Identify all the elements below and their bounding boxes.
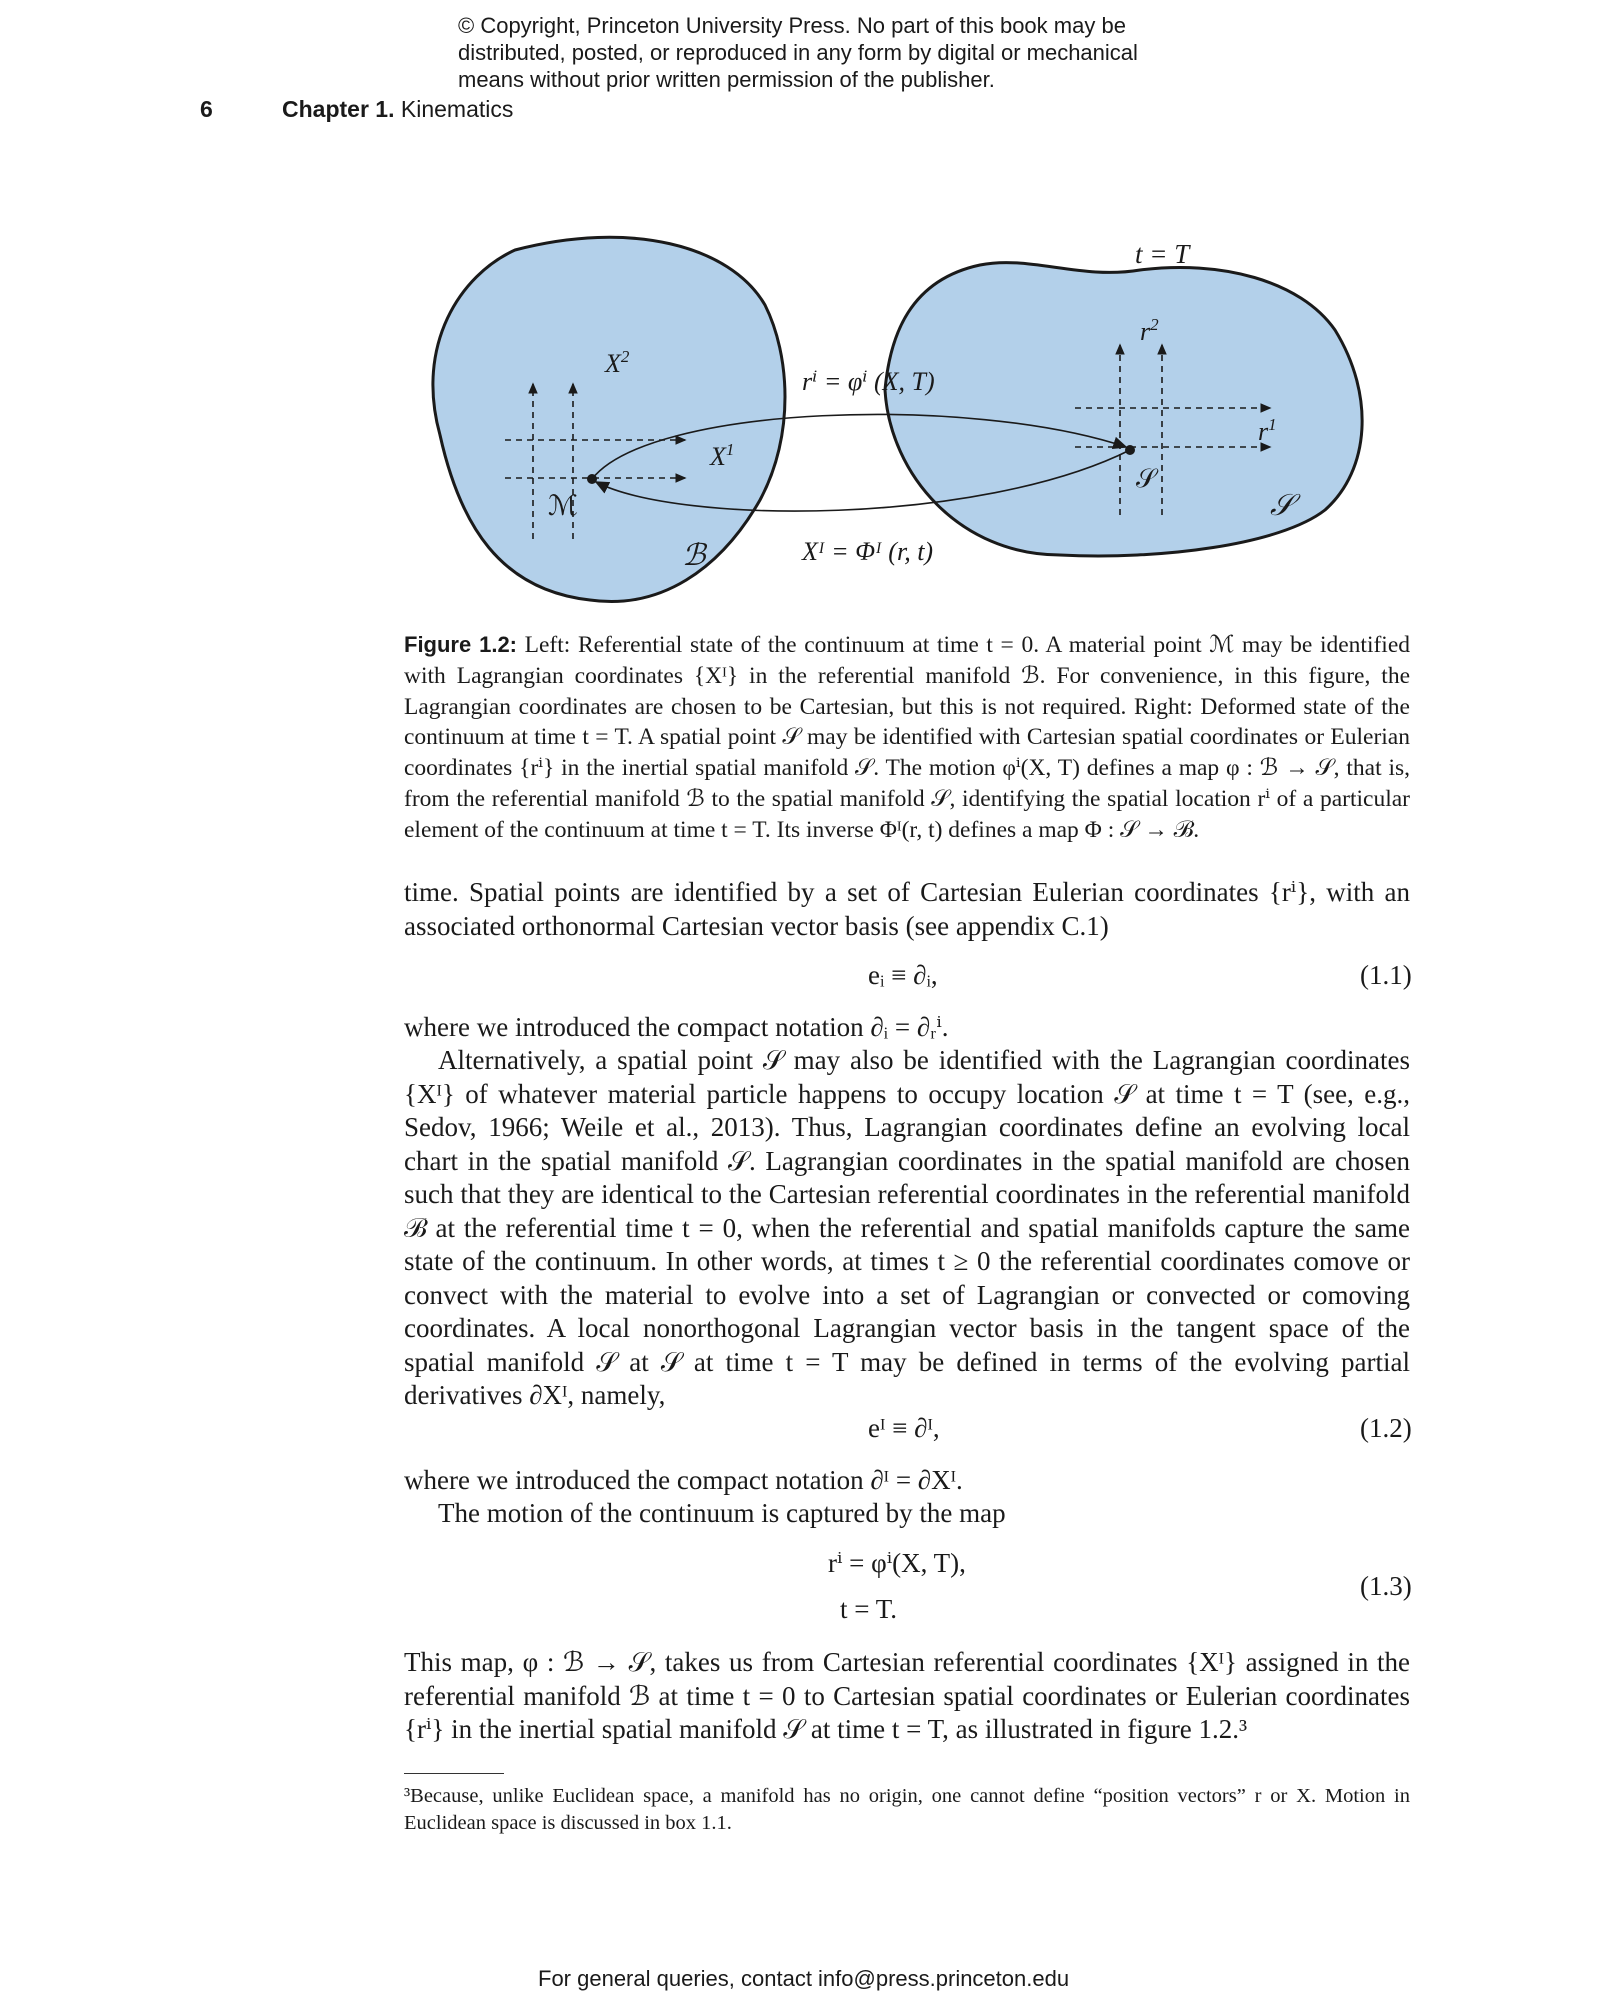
referential-body-shape [433, 237, 785, 601]
equation-number-1-2: (1.2) [1360, 1413, 1412, 1443]
axis-label-r2: $r^2$ [1140, 315, 1159, 346]
caption-label: Figure 1.2: [404, 632, 518, 657]
equation-1-1: eᵢ ≡ ∂ᵢ, [868, 960, 938, 990]
equation-1-3-line-1: rⁱ = φⁱ(X, T), [828, 1548, 966, 1578]
paragraph-2: where we introduced the compact notation ∂ᵢ = ∂ᵣⁱ. [404, 1012, 949, 1042]
axis-label-r1: $r^1$ [1258, 415, 1277, 446]
paragraph-3: Alternatively, a spatial point 𝒮 may also be identified with the Lagrangian coordinates {Xᴵ} of whatever material particle happens to occupy location 𝒮 at time t = T (see, e.g., Sedov, 1966; Weile et al., 2013). Thus, Lagrangian coordinates define an evolving local chart in the spatial manifold 𝒮. Lagrangian coordinates in the spatial manifold are chosen such that they are identical to the Cartesian referential coordinates in the referential manifold ℬ at the referential time t = 0, when the referential and spatial manifolds capture the same state of the continuum. In other words, at times t ≥ 0 the referential coordinates comove or convect with the material to evolve into a set of Lagrangian or convected or comoving coordinates. A local nonorthogonal Lagrangian vector basis in the tangent space of the spatial manifold 𝒮 at 𝒮 at time t = T may be defined in terms of the evolving partial derivatives ∂Xᴵ, namely, [404, 1045, 1410, 1410]
paragraph-5: The motion of the continuum is captured by the map [438, 1498, 1006, 1528]
forward-map-label: rⁱ = φⁱ (X, T) [802, 367, 935, 396]
axis-label-X2: $X^2$ [605, 347, 630, 378]
referential-manifold-label: ℬ [682, 539, 706, 572]
equation-number-1-1: (1.1) [1360, 960, 1412, 990]
equation-1-2: eᴵ ≡ ∂ᴵ, [868, 1413, 940, 1443]
spatial-manifold-label: 𝒮 [1270, 489, 1294, 522]
spatial-point-label: 𝒮 [1136, 464, 1157, 493]
axis-label-X1: $X^1$ [710, 440, 735, 471]
copyright-notice: © Copyright, Princeton University Press. No part of this book may be distributed, posted, or reproduced in any form by digital or mechanical means without prior written permission of the publisher. [458, 13, 1138, 92]
material-point-label: ℳ [548, 491, 578, 522]
inverse-map-label: Xᴵ = Φᴵ (r, t) [802, 537, 934, 566]
paragraph-6: This map, φ : ℬ → 𝒮, takes us from Cartesian referential coordinates {Xᴵ} assigned in the referential manifold ℬ at time t = 0 to Cartesian spatial coordinates or Eulerian coordinates {rⁱ} in the inertial spatial manifold 𝒮 at time t = T, as illustrated in figure 1.2.³ [404, 1647, 1410, 1744]
footnote-rule [404, 1773, 504, 1774]
right-time-label: t = T [1135, 239, 1190, 269]
equation-1-3-line-2: t = T. [840, 1594, 897, 1624]
paragraph-4: where we introduced the compact notation ∂ᴵ = ∂Xᴵ. [404, 1465, 963, 1495]
chapter-label: Chapter 1. [282, 96, 395, 122]
footer-contact: For general queries, contact info@press.princeton.edu [538, 1966, 1070, 1991]
figure-caption [404, 630, 1410, 846]
page-number: 6 [200, 96, 213, 122]
equation-number-1-3: (1.3) [1360, 1571, 1412, 1601]
footnote: ³Because, unlike Euclidean space, a manifold has no origin, one cannot define “position vectors” r or X. Motion in Euclidean space is discussed in box 1.1. [404, 1785, 1410, 1834]
paragraph-1: time. Spatial points are identified by a set of Cartesian Eulerian coordinates {rⁱ}, with an associated orthonormal Cartesian vector basis (see appendix C.1) [404, 877, 1410, 941]
running-head [282, 96, 513, 123]
chapter-title: Kinematics [400, 96, 514, 122]
caption-text: Left: Referential state of the continuum at time t = 0. A material point ℳ may be identified with Lagrangian coordinates {Xᴵ} in the referential manifold ℬ. For convenience, in this figure, the Lagrangian coordinates are chosen to be Cartesian, but this is not required. Right: Deformed state of the continuum at time t = T. A spatial point 𝒮 may be identified with Cartesian spatial coordinates or Eulerian coordinates {rⁱ} in the inertial spatial manifold 𝒮. The motion φⁱ(X, T) defines a map φ : ℬ → 𝒮, that is, from the referential manifold ℬ to the spatial manifold 𝒮, identifying the spatial location rⁱ of a particular element of the continuum at time t = T. Its inverse Φᴵ(r, t) defines a map Φ : 𝒮 → ℬ. [404, 632, 1411, 843]
figure-1-2 [420, 225, 1380, 620]
